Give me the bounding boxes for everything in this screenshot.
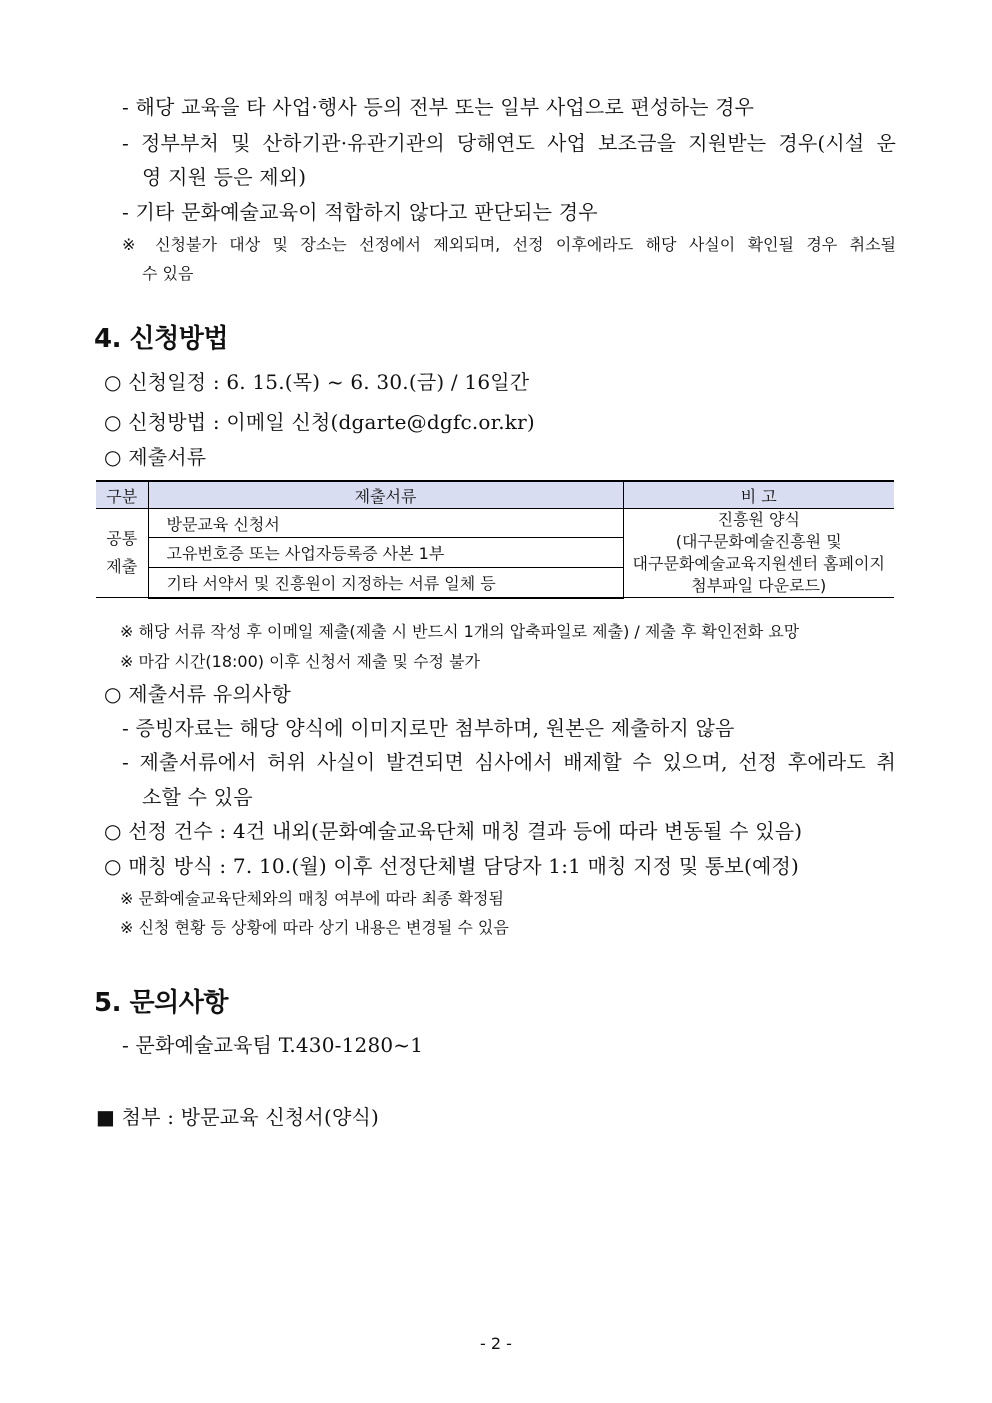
- matching-method: ○ 매칭 방식 : 7. 10.(월) 이후 선정단체별 담당자 1:1 매칭 지정 및 통보(예정): [104, 854, 800, 878]
- remark-line-3: 대구문화예술교육지원센터 홈페이지: [632, 554, 885, 573]
- doc-cell-3: 기타 서약서 및 진흥원이 지정하는 서류 일체 등: [148, 567, 623, 597]
- submission-docs-heading: ○ 제출서류: [104, 445, 207, 469]
- submission-docs-table: [96, 480, 894, 599]
- caution-item-1: - 증빙자료는 해당 양식에 이미지로만 첨부하며, 원본은 제출하지 않음: [122, 716, 735, 740]
- remark-line-2: (대구문화예술진흥원 및: [675, 532, 842, 551]
- table-header-row: [96, 481, 894, 509]
- category-label: 공통 제출: [106, 529, 138, 576]
- exclusion-item-2-line2: 영 지원 등은 제외): [142, 165, 307, 189]
- table-row: [96, 509, 894, 538]
- header-category: 구분: [96, 481, 148, 509]
- page-number: - 2 -: [480, 1334, 512, 1353]
- exclusion-item-3: - 기타 문화예술교육이 적합하지 않다고 판단되는 경우: [122, 200, 598, 224]
- submission-note-1: ※ 해당 서류 작성 후 이메일 제출(제출 시 반드시 1개의 압축파일로 제출) / 제출 후 확인전화 요망: [120, 622, 800, 641]
- selection-count: ○ 선정 건수 : 4건 내외(문화예술교육단체 매칭 결과 등에 따라 변동될 수 있음): [104, 819, 803, 843]
- contact-info: - 문화예술교육팀 T.430-1280~1: [122, 1033, 424, 1057]
- exclusion-note-line2: 수 있음: [142, 264, 194, 283]
- header-remarks: 비 고: [623, 481, 894, 509]
- matching-note-2: ※ 신청 현황 등 상황에 따라 상기 내용은 변경될 수 있음: [120, 918, 509, 937]
- section-5-title: 5. 문의사항: [94, 988, 228, 1018]
- exclusion-item-1: - 해당 교육을 타 사업·행사 등의 전부 또는 일부 사업으로 편성하는 경우: [122, 95, 755, 119]
- exclusion-note-line1: ※ 신청불가 대상 및 장소는 선정에서 제외되며, 선정 이후에라도 해당 사실이 확인될 경우 취소될: [122, 235, 896, 254]
- remark-line-1: 진흥원 양식: [717, 510, 800, 529]
- submission-note-2: ※ 마감 시간(18:00) 이후 신청서 제출 및 수정 불가: [120, 652, 480, 671]
- category-cell: [96, 509, 148, 598]
- caution-item-2-line2: 소할 수 있음: [142, 785, 253, 809]
- remark-line-4: 첨부파일 다운로드): [691, 576, 827, 595]
- doc-cell-1: 방문교육 신청서: [148, 509, 623, 538]
- attachment-note: ■ 첨부 : 방문교육 신청서(양식): [96, 1105, 379, 1129]
- exclusion-item-2-line1: - 정부부처 및 산하기관·유관기관의 당해연도 사업 보조금을 지원받는 경우(시설 운: [122, 131, 896, 155]
- header-documents: 제출서류: [148, 481, 623, 509]
- doc-cell-2: 고유번호증 또는 사업자등록증 사본 1부: [148, 538, 623, 567]
- caution-heading: ○ 제출서류 유의사항: [104, 682, 291, 706]
- caution-item-2-line1: - 제출서류에서 허위 사실이 발견되면 심사에서 배제할 수 있으며, 선정 후에라도 취: [122, 750, 896, 774]
- application-schedule: ○ 신청일정 : 6. 15.(목) ~ 6. 30.(금) / 16일간: [104, 370, 530, 394]
- application-method: ○ 신청방법 : 이메일 신청(dgarte@dgfc.or.kr): [104, 410, 535, 434]
- matching-note-1: ※ 문화예술교육단체와의 매칭 여부에 따라 최종 확정됨: [120, 889, 504, 908]
- remark-cell: [623, 509, 894, 598]
- section-4-title: 4. 신청방법: [94, 324, 228, 354]
